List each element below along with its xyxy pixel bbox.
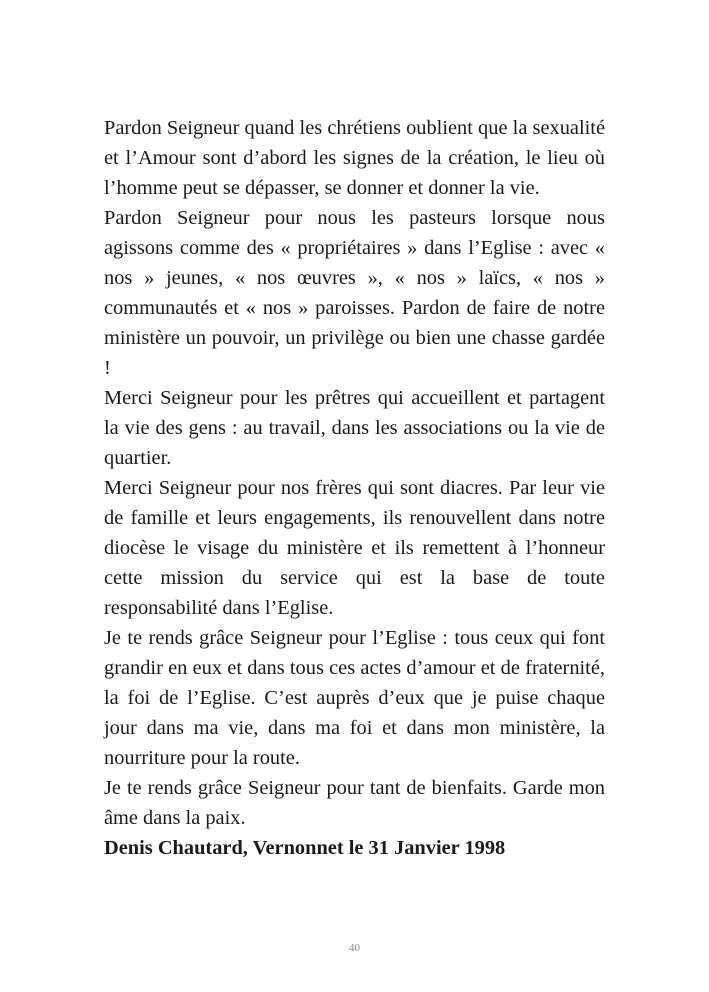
paragraph-merci-pretres: Merci Seigneur pour les prêtres qui accueillent et partagent la vie des gens : au travail, dans les associations ou la vie de quartier.	[104, 387, 605, 469]
paragraph-merci-diacres: Merci Seigneur pour nos frères qui sont diacres. Par leur vie de famille et leurs engagements, ils renouvellent dans notre diocèse le visage du ministère et ils remettent à l’honneur cette mission du service qui est la base de toute responsabilité dans l’Eglise.	[104, 477, 605, 619]
signature: Denis Chautard, Vernonnet le 31 Janvier 1998	[104, 837, 506, 859]
body-text	[104, 113, 605, 863]
paragraph-grace-eglise: Je te rends grâce Seigneur pour l’Eglise : tous ceux qui font grandir en eux et dans tous ces actes d’amour et de fraternité, la foi de l’Eglise. C’est auprès d’eux que je puise chaque jour dans ma vie, dans ma foi et dans mon ministère, la nourriture pour la route.	[104, 627, 605, 769]
paragraph-pardon-pasteurs: Pardon Seigneur pour nous les pasteurs lorsque nous agissons comme des « propriétaires » dans l’Eglise : avec « nos » jeunes, « nos œuvres », « nos » laïcs, « nos » communautés et « nos » paroisses. Pardon de faire de notre ministère un pouvoir, un privilège ou bien une chasse gardée !	[104, 207, 605, 379]
page-number: 40	[349, 942, 360, 954]
paragraph-grace-bienfaits: Je te rends grâce Seigneur pour tant de bienfaits. Garde mon âme dans la paix.	[104, 777, 605, 829]
paragraph-pardon-sexualite: Pardon Seigneur quand les chrétiens oublient que la sexualité et l’Amour sont d’abord les signes de la création, le lieu où l’homme peut se dépasser, se donner et donner la vie.	[104, 117, 605, 199]
